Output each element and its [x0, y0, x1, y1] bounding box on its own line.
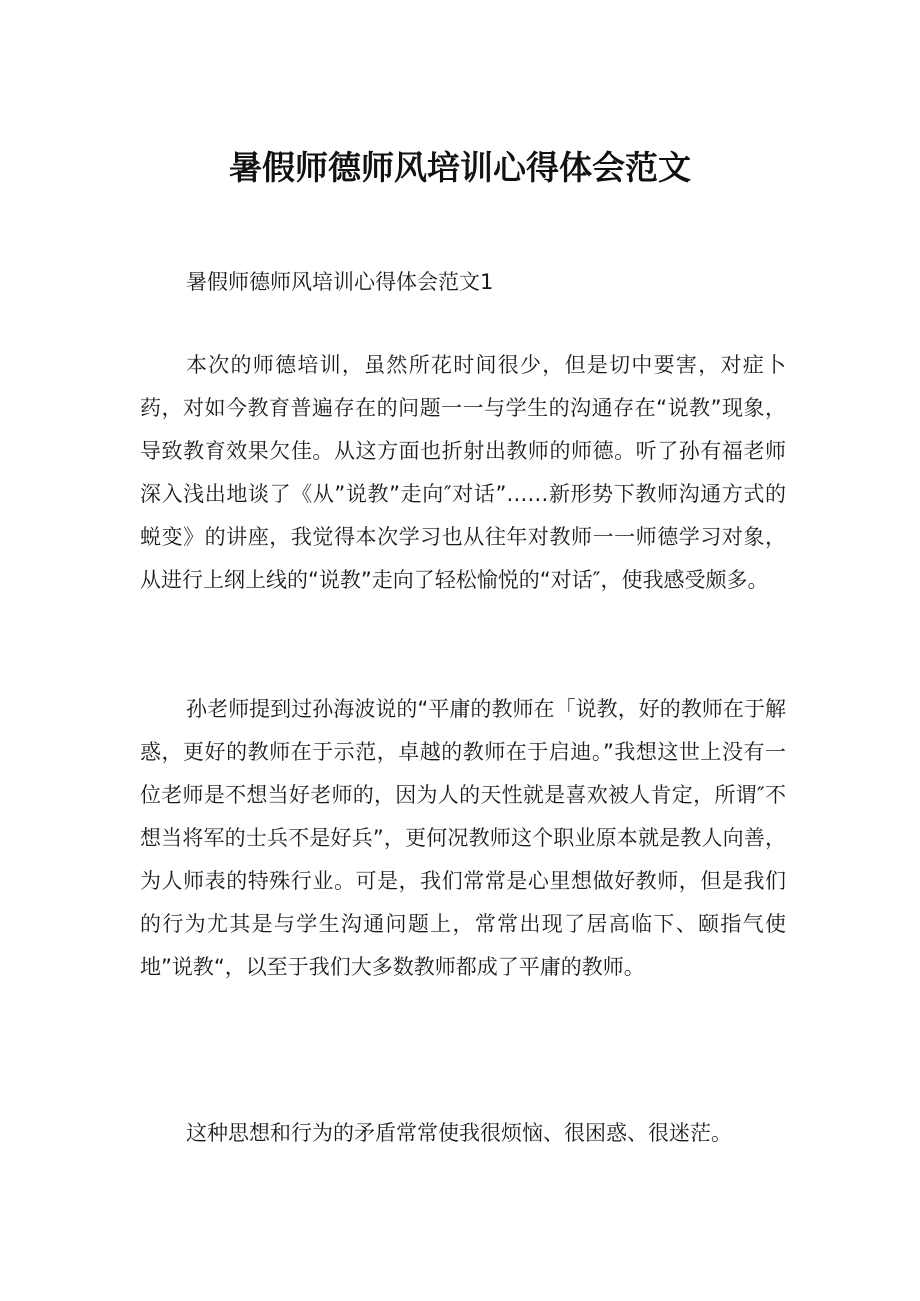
document-title: 暑假师德师风培训心得体会范文: [229, 148, 691, 188]
paragraph-2: 孙老师提到过孙海波说的“平庸的教师在「说教，好的教师在于解惑，更好的教师在于示范，卓越的教师在于启迪。”我想这世上没有一位老师是不想当好老师的，因为人的天性就是喜欢被人肯定，所谓″不想当将军的士兵不是好兵”，更何况教师这个职业原本就是教人向善，为人师表的特殊行业。可是，我们常常是心里想做好教师，但是我们的行为尤其是与学生沟通问题上，常常出现了居高临下、颐指气使地”说教“，以至于我们大多数教师都成了平庸的教师。: [140, 697, 786, 979]
section-heading: 暑假师德师风培训心得体会范文1: [186, 270, 494, 294]
paragraph-3: 这种思想和行为的矛盾常常使我很烦恼、很困惑、很迷茫。: [186, 1121, 732, 1145]
paragraph-1: 本次的师德培训，虽然所花时间很少，但是切中要害，对症卜药，对如今教育普遍存在的问题一一与学生的沟通存在“说教”现象，导致教育效果欠佳。从这方面也折射出教师的师德。听了孙有福老师深入浅出地谈了《从”说教”走向″对话”……新形势下教师沟通方式的蜕变》的讲座，我觉得本次学习也从往年对教师一一师德学习对象，从进行上纲上线的“说教”走向了轻松愉悦的“对话″，使我感受颇多。: [140, 353, 786, 592]
